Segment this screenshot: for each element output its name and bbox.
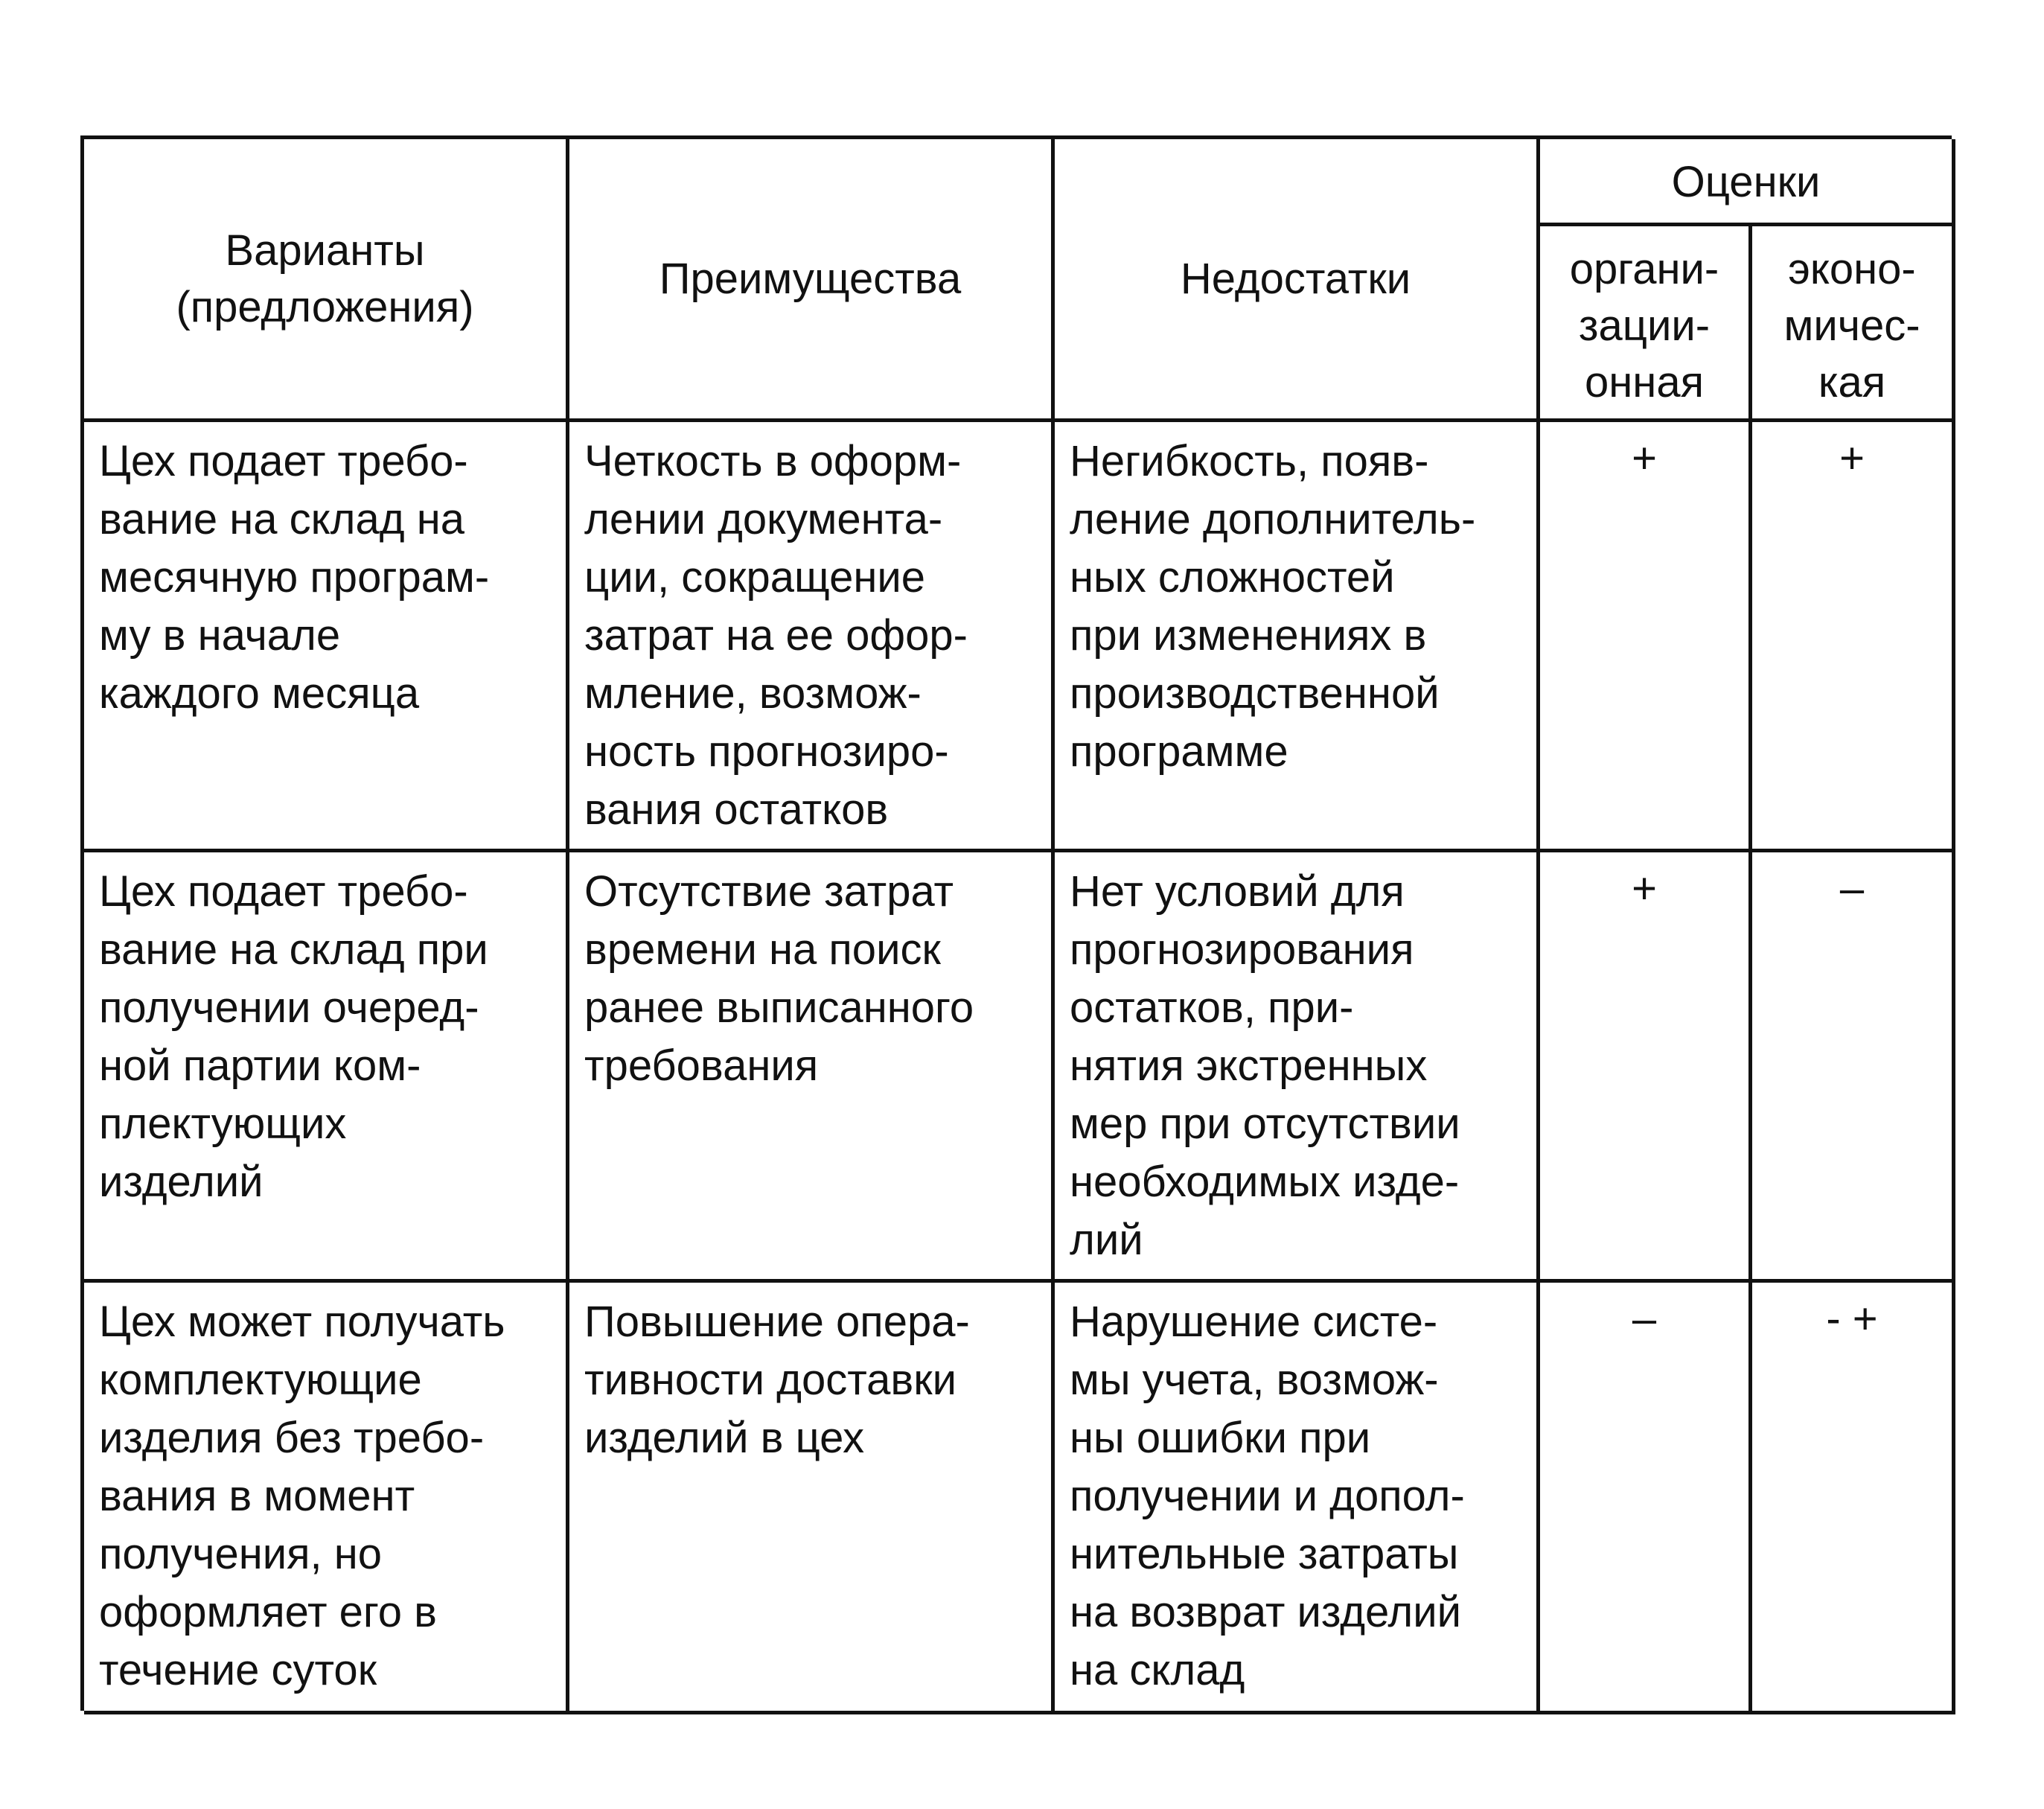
- row-1-economic-rating: +: [1752, 422, 1955, 852]
- row-2-economic-rating: –: [1752, 852, 1955, 1283]
- header-economic: [1752, 226, 1955, 422]
- row-3-organizational-rating: –: [1540, 1283, 1752, 1714]
- row-3-disadvantages: Нарушение систе- мы учета, возмож- ны ошибки при получении и допол- нительные затраты на возврат изделий на склад: [1055, 1283, 1540, 1714]
- header-organizational-line-3: онная: [1585, 358, 1704, 406]
- header-ratings: [1540, 139, 1955, 226]
- header-disadvantages: [1055, 139, 1540, 422]
- header-variants-line-1: Варианты: [225, 226, 425, 275]
- row-3-advantages: Повышение опера- тивности доставки изделий в цех: [569, 1283, 1055, 1714]
- header-advantages-label: Преимущества: [659, 254, 962, 303]
- header-organizational-line-1: органи-: [1569, 245, 1719, 293]
- header-variants: [84, 139, 569, 422]
- header-disadvantages-label: Недостатки: [1180, 254, 1411, 303]
- row-2-advantages: Отсутствие затрат времени на поиск ранее выписанного требования: [569, 852, 1055, 1283]
- row-1-variant: Цех подает требо- вание на склад на месячную програм- му в начале каждого месяца: [84, 422, 569, 852]
- header-organizational-line-2: зации-: [1578, 302, 1711, 350]
- header-advantages: [569, 139, 1055, 422]
- comparison-table: [80, 135, 1952, 1711]
- header-ratings-label: Оценки: [1671, 158, 1821, 206]
- header-economic-line-1: эконо-: [1788, 245, 1916, 293]
- row-2-variant: Цех подает требо- вание на склад при получении очеред- ной партии ком- плектующих изделий: [84, 852, 569, 1283]
- row-2-disadvantages: Нет условий для прогнозирования остатков, при- нятия экстренных мер при отсутствии необходимых изде- лий: [1055, 852, 1540, 1283]
- row-1-organizational-rating: +: [1540, 422, 1752, 852]
- header-economic-line-3: кая: [1818, 358, 1886, 406]
- row-1-advantages: Четкость в оформ- лении документа- ции, сокращение затрат на ее офор- мление, возмож- ность прогнозиро- вания остатков: [569, 422, 1055, 852]
- header-variants-line-2: (предложения): [176, 282, 474, 331]
- row-3-variant: Цех может получать комплектующие изделия без требо- вания в момент получения, но оформляет его в течение суток: [84, 1283, 569, 1714]
- header-economic-line-2: мичес-: [1783, 302, 1920, 350]
- row-2-organizational-rating: +: [1540, 852, 1752, 1283]
- header-organizational: [1540, 226, 1752, 422]
- row-3-economic-rating: - +: [1752, 1283, 1955, 1714]
- row-1-disadvantages: Негибкость, появ- ление дополнитель- ных сложностей при изменениях в производственной программе: [1055, 422, 1540, 852]
